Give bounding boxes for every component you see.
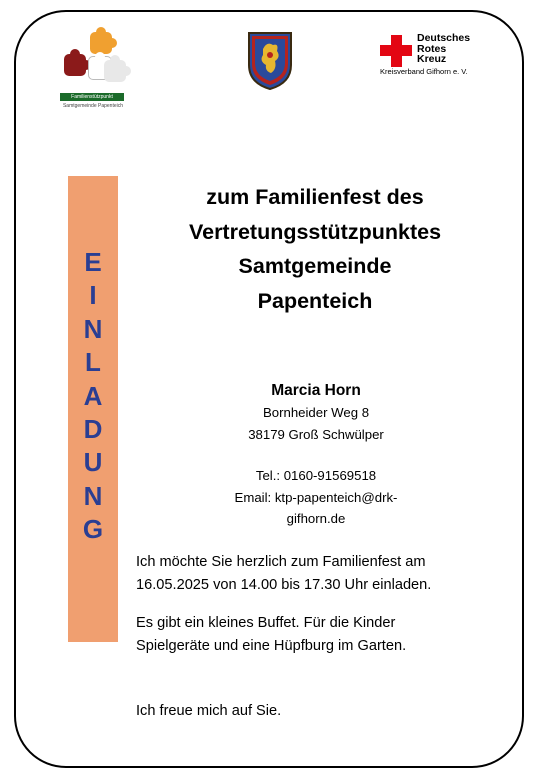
drk-kreisverband: Kreisverband Gifhorn e. V. bbox=[380, 67, 468, 76]
contact-street: Bornheider Weg 8 bbox=[262, 405, 370, 420]
closing-line: Ich freue mich auf Sie. bbox=[136, 703, 282, 719]
invitation-paragraph: Ich möchte Sie herzlich zum Familienfest am 16.05.2025 von 14.00 bis 17.30 Uhr einladen. bbox=[136, 554, 432, 593]
einladung-banner bbox=[68, 176, 118, 642]
contact-city: 38179 Groß Schwülper bbox=[248, 426, 384, 442]
contact-phone: Tel.: 0160-91569518 bbox=[255, 468, 377, 483]
logo-subcaption: Samtgemeinde Papenteich bbox=[62, 103, 124, 109]
familienstuetzpunkt-logo bbox=[58, 30, 128, 112]
logo-caption: Familienstützpunkt bbox=[60, 93, 124, 101]
puzzle-piece-icon bbox=[90, 32, 112, 54]
drk-logo bbox=[380, 33, 490, 83]
contact-block bbox=[188, 380, 444, 530]
banner-letters: E I N L A D U N G bbox=[82, 247, 104, 545]
contact-email-cont: gifhorn.de bbox=[286, 511, 346, 526]
contact-email: Email: ktp-papenteich@drk- bbox=[234, 489, 398, 505]
puzzle-piece-icon bbox=[64, 54, 86, 76]
contact-name: Marcia Horn bbox=[271, 382, 361, 399]
red-cross-icon bbox=[380, 35, 412, 67]
drk-name: Deutsches Rotes Kreuz bbox=[417, 32, 471, 65]
puzzle-piece-icon bbox=[104, 60, 126, 82]
coat-of-arms-icon bbox=[247, 31, 293, 91]
buffet-paragraph: Es gibt ein kleines Buffet. Für die Kinder Spielgeräte und eine Hüpfburg im Garten. bbox=[136, 615, 407, 654]
event-title: zum Familienfest des Vertretungsstützpunktes Samtgemeinde Papenteich bbox=[188, 185, 442, 313]
